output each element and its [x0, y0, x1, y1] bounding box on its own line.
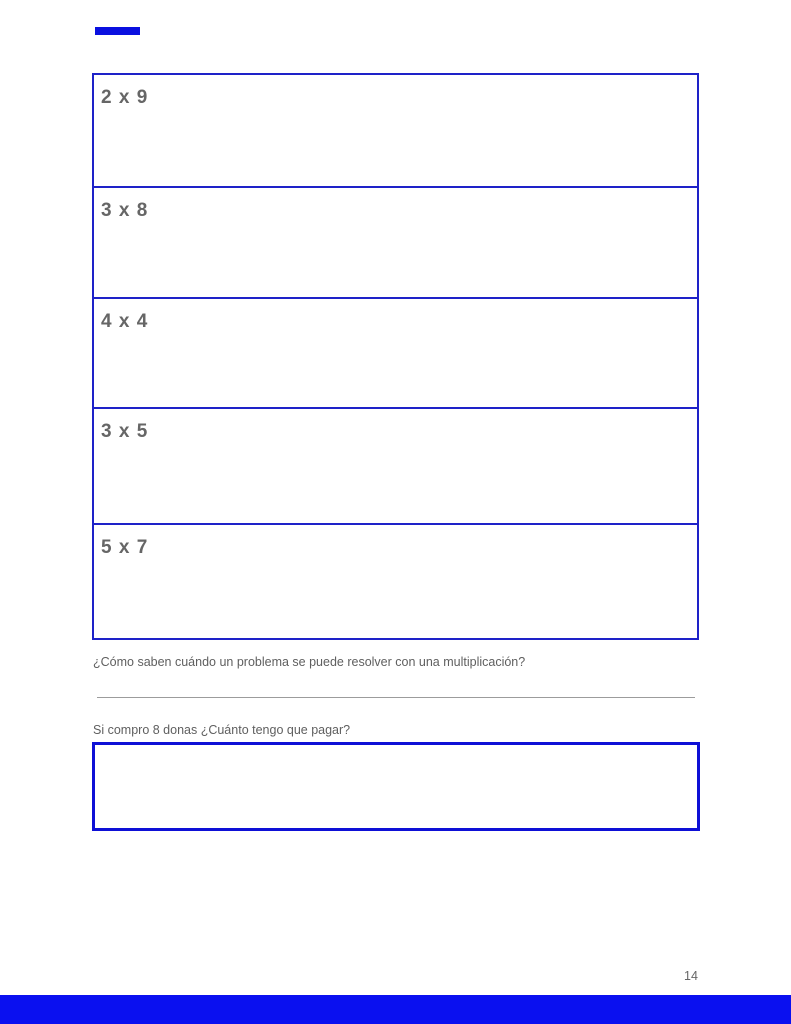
page-number: 14 — [684, 969, 698, 983]
answer-box[interactable] — [92, 742, 700, 831]
table-row[interactable] — [94, 75, 697, 186]
exercise-label: 3 x 5 — [101, 421, 149, 442]
exercise-label: 3 x 8 — [101, 200, 149, 221]
question-donuts: Si compro 8 donas ¿Cuánto tengo que pagar? — [93, 723, 351, 737]
question-multiplication: ¿Cómo saben cuándo un problema se puede resolver con una multiplicación? — [93, 655, 526, 669]
table-row[interactable] — [94, 297, 697, 407]
multiplication-table — [92, 73, 699, 640]
top-accent-bar — [95, 27, 140, 35]
table-row[interactable] — [94, 186, 697, 297]
exercise-label: 4 x 4 — [101, 311, 149, 332]
table-row[interactable] — [94, 407, 697, 523]
table-row[interactable] — [94, 523, 697, 638]
answer-line[interactable] — [97, 697, 695, 698]
exercise-label: 2 x 9 — [101, 87, 149, 108]
exercise-label: 5 x 7 — [101, 537, 149, 558]
bottom-accent-bar — [0, 995, 791, 1024]
